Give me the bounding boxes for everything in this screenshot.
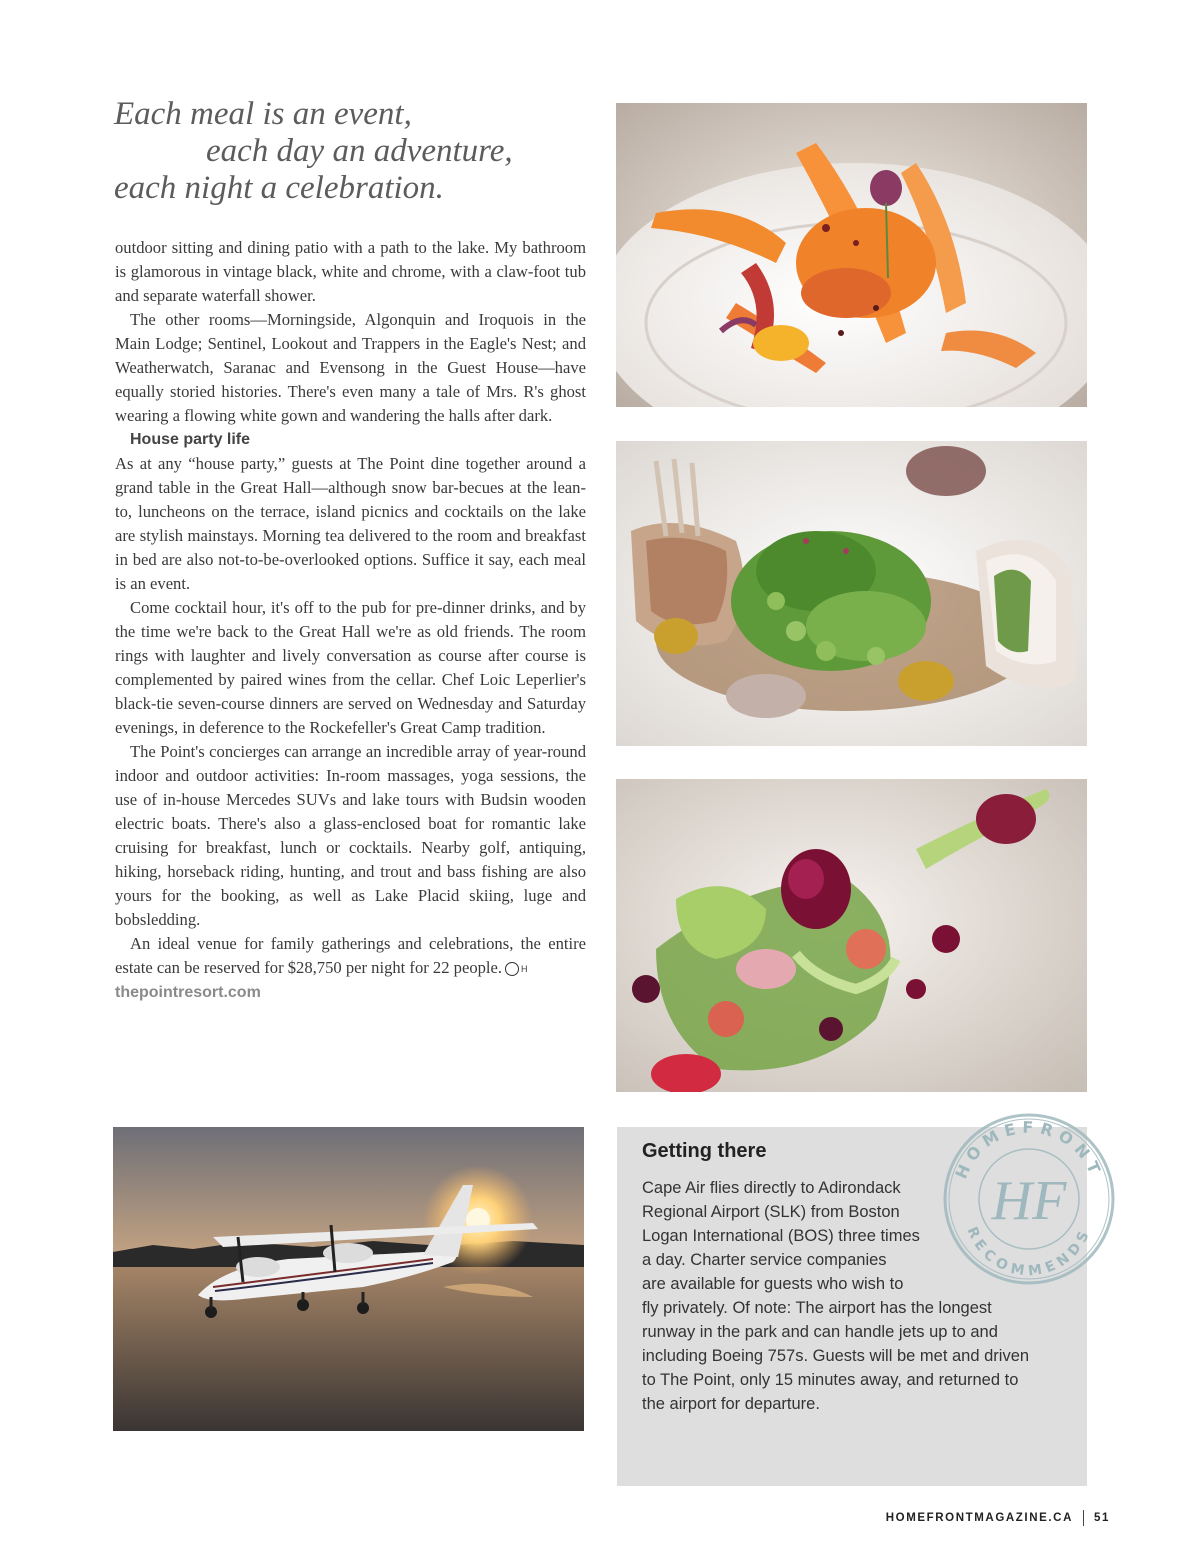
article-paragraph: The other rooms—Morningside, Algonquin and Iroquois in the Main Lodge; Sentinel, Lookout and Trappers in the Eagle's Nest; and Weatherwatch, Saranac and Evensong in the Guest House—have equally storied histories. There's even many a tale of Mrs. R's ghost wearing a flowing white gown and wandering the halls after dark. [115, 310, 586, 425]
homefront-recommends-seal [941, 1111, 1117, 1287]
getting-there-line: including Boeing 757s. Guests will be met and driven [642, 1347, 1030, 1365]
getting-there-line: to The Point, only 15 minutes away, and returned to [642, 1371, 1019, 1389]
article-paragraph: The Point's concierges can arrange an incredible array of year-round indoor and outdoor activities: In-room massages, yoga sessions, the use of in-house Mercedes SUVs and lake tours with Budsin wooden electric boats. There's also a glass-enclosed boat for romantic lake cruising for breakfast, lunch or cocktails. Nearby golf, antiquing, hiking, horseback riding, hunting, and trout and bass fishing are also yours for the booking, as well as Lake Placid skiing, luge and bobsledding. [115, 742, 586, 929]
section-subhead: House party life [130, 431, 251, 448]
getting-there-line: the airport for departure. [642, 1395, 820, 1413]
photo-lamb-dish [616, 441, 1087, 746]
seal-art [941, 1111, 1117, 1287]
photo-airplane-sunset-art [113, 1127, 584, 1431]
page-number: 51 [1094, 1512, 1110, 1524]
getting-there-line: runway in the park and can handle jets up to and [642, 1323, 998, 1341]
photo-carrot-dish-art [616, 103, 1087, 407]
getting-there-line: a day. Charter service companies [642, 1251, 887, 1269]
pull-quote-line-3: each night a celebration. [114, 170, 444, 206]
getting-there-line: Cape Air flies directly to Adirondack [642, 1179, 901, 1197]
svg-text:RECOMMENDS [964, 1225, 1095, 1280]
article-body [115, 236, 586, 1005]
seal-monogram: HF [991, 1170, 1067, 1232]
pull-quote [114, 96, 584, 207]
photo-beet-dish-art [616, 779, 1087, 1092]
pull-quote-line-2: each day an adventure, [206, 133, 513, 169]
seal-bottom-text: RECOMMENDS [963, 1224, 1095, 1280]
getting-there-line: are available for guests who wish to [642, 1275, 904, 1293]
page-footer [886, 1510, 1110, 1526]
photo-airplane-sunset [113, 1127, 584, 1431]
article-paragraph: As at any “house party,” guests at The Point dine together around a grand table in the Great Hall—although snow bar-becues at the lean-to, luncheons on the terrace, island picnics and cocktails on the lake are stylish mainstays. Morning tea delivered to the room and breakfast in bed are also not-to-be-overlooked options. Suffice it say, each meal is an event. [115, 454, 586, 593]
photo-lamb-dish-art [616, 441, 1087, 746]
getting-there-line: fly privately. Of note: The airport has the longest [642, 1299, 992, 1317]
end-mark-icon: H [505, 962, 519, 976]
getting-there-line: Regional Airport (SLK) from Boston [642, 1203, 900, 1221]
photo-beet-dish [616, 779, 1087, 1092]
website-link[interactable]: thepointresort.com [115, 984, 261, 1001]
seal-top-text: HOMEFRONT [951, 1117, 1107, 1182]
website-line [115, 980, 586, 1005]
footer-separator [1083, 1510, 1084, 1526]
footer-site[interactable]: HOMEFRONTMAGAZINE.CA [885, 1512, 1073, 1524]
article-paragraph: outdoor sitting and dining patio with a path to the lake. My bathroom is glamorous in vintage black, white and chrome, with a claw-foot tub and separate waterfall shower. [115, 238, 586, 305]
pull-quote-line-1: Each meal is an event, [114, 96, 412, 132]
article-paragraph-text: An ideal venue for family gatherings and celebrations, the entire estate can be reserved for $28,750 per night for 22 people. [115, 934, 586, 977]
article-closing-paragraph [115, 932, 586, 980]
article-paragraph: Come cocktail hour, it's off to the pub for pre-dinner drinks, and by the time we're back to the Great Hall we're as old friends. The room rings with laughter and lively conversation as course after course is complemented by paired wines from the cellar. Chef Loic Leperlier's black-tie seven-course dinners are served on Wednesday and Saturday evenings, in deference to the Rockefeller's Great Camp tradition. [115, 598, 586, 737]
getting-there-title: Getting there [642, 1140, 767, 1162]
getting-there-line: Logan International (BOS) three times [642, 1227, 920, 1245]
photo-carrot-dish [616, 103, 1087, 407]
